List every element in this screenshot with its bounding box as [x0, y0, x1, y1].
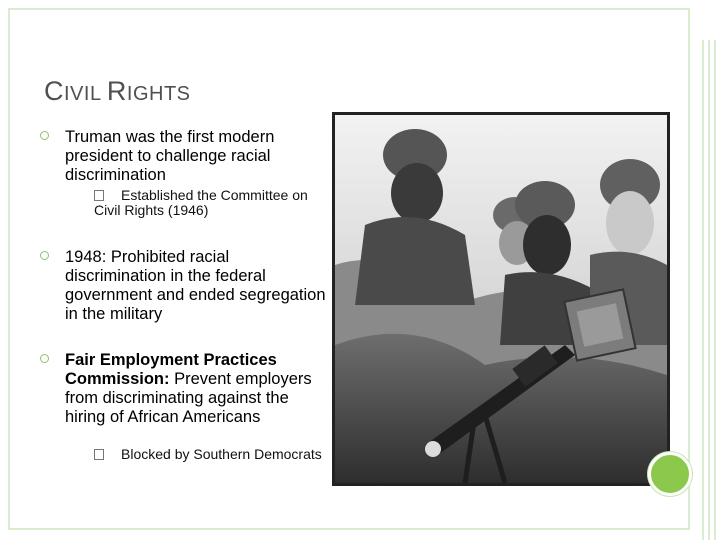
- bullet-circle-icon: [40, 131, 49, 140]
- photo-illustration: [335, 115, 667, 483]
- bullet-circle-icon: [40, 251, 49, 260]
- sub-bullet-box-icon: [94, 449, 104, 460]
- decorative-line: [702, 40, 704, 540]
- sub-bullet-box-icon: [94, 190, 104, 201]
- bullet-circle-icon: [40, 354, 49, 363]
- accent-circle: [648, 452, 692, 496]
- slide: CIVIL RIGHTS Truman was the first modern president to challenge racial discrimination Established the Committee on Civil Rights (1946) 1948: Prohibited racial discrimination in the federal government and ended segregation in the military Fair Employment Practices Commission: Prevent employers from discriminating against the hiring of African Americans Blocked by Southern Democrats: [0, 0, 720, 540]
- slide-title: CIVIL RIGHTS: [44, 76, 191, 106]
- decorative-line: [714, 40, 716, 540]
- decorative-line: [708, 40, 710, 540]
- soldiers-photo: [332, 112, 670, 486]
